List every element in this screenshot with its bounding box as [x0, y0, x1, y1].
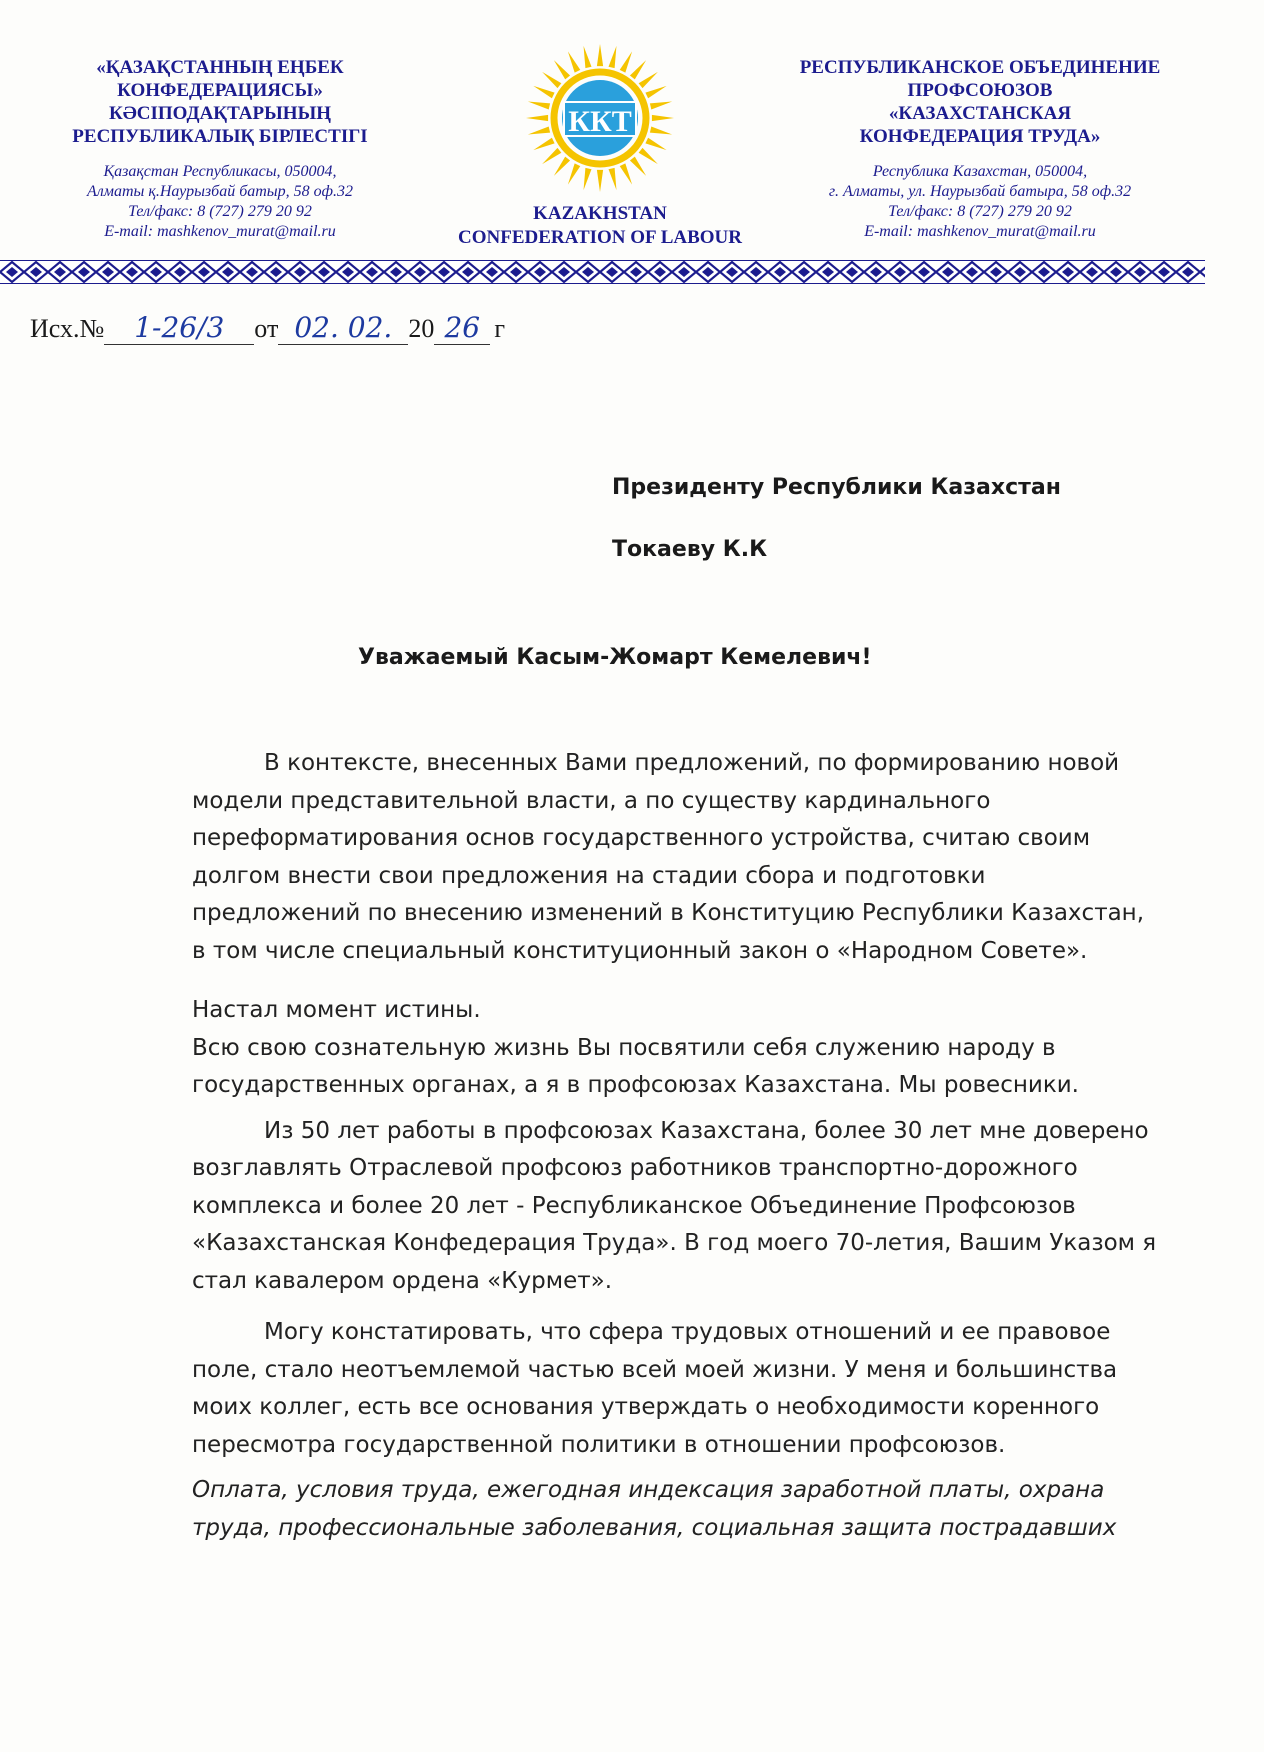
outgoing-date: 02. 02.: [278, 311, 408, 345]
sun-ray-icon: [639, 148, 658, 164]
header-right-block: [760, 56, 1200, 242]
sun-ray-icon: [645, 138, 666, 150]
outgoing-year: 26: [434, 311, 490, 345]
ktt-logo-icon: [522, 36, 678, 192]
sun-ray-icon: [554, 60, 570, 79]
sun-ray-icon: [528, 127, 550, 135]
ornament-divider: [0, 260, 1205, 284]
paragraph-2: Настал момент истины.: [192, 997, 481, 1023]
paragraph-6: Оплата, условия труда, ежегодная индексация заработной платы, охрана труда, профессиональные заболевания, социальная защита пострадавших: [192, 1477, 1117, 1541]
recipient-name: Токаеву К.К: [612, 537, 768, 562]
recipient-title: Президенту Республики Казахстан: [612, 475, 1061, 500]
paragraph-5: Могу констатировать, что сфера трудовых отношений и ее правовое поле, стало неотъемлемой частью всей моей жизни. У меня и большинства моих коллег, есть все основания утверждать о необходимости коренного пересмотра государственной политики в отношении профсоюзов.: [192, 1319, 1118, 1458]
sun-ray-icon: [554, 157, 570, 176]
paragraph-1: В контексте, внесенных Вами предложений, по формированию новой модели представительной власти, а по существу кардинального переформатирования основ государственного устройства, считаю своим долгом внести свои предложения на стадии сбора и подготовки предложений по внесению изменений в Конституцию Республики Казахстан, в том числе специальный конституционный закон о «Народном Совете».: [192, 750, 1145, 964]
sun-ray-icon: [652, 115, 674, 121]
header-left-block: [20, 56, 420, 242]
sun-ray-icon: [528, 102, 550, 110]
outgoing-number-line: Исх.№ 1-26/3 от 02. 02. 20 26 г: [30, 311, 505, 344]
sun-ray-icon: [609, 168, 617, 190]
confederation-name-english: KAZAKHSTAN CONFEDERATION OF LABOUR: [458, 203, 742, 248]
outgoing-number: 1-26/3: [104, 311, 254, 345]
letter-body: [192, 745, 1172, 1547]
logo-text: ККТ: [568, 105, 632, 138]
salutation: Уважаемый Касым-Жомарт Кемелевич!: [358, 645, 872, 670]
sun-ray-icon: [533, 86, 554, 98]
paragraph-3: Всю свою сознательную жизнь Вы посвятили себя служению народу в государственных органах, а я в профсоюзах Казахстана. Мы ровесники.: [192, 1034, 1079, 1098]
sun-ray-icon: [584, 46, 592, 68]
sun-ray-icon: [630, 60, 646, 79]
sun-ray-icon: [645, 86, 666, 98]
sun-ray-icon: [620, 163, 632, 184]
sun-ray-icon: [533, 138, 554, 150]
org-name-kazakh: «ҚАЗАҚСТАННЫҢ ЕҢБЕК КОНФЕДЕРАЦИЯСЫ» КӘСІПОДАҚТАРЫНЫҢ РЕСПУБЛИКАЛЫҚ БІРЛЕСТІГІ: [72, 57, 368, 147]
sun-ray-icon: [568, 163, 580, 184]
paragraph-4: Из 50 лет работы в профсоюзах Казахстана, более 30 лет мне доверено возглавлять Отраслевой профсоюз работников транспортно-дорожного комплекса и более 20 лет - Республиканское Объединение Профсоюзов «Казахстанская Конфедерация Труда». В год моего 70-летия, Вашим Указом я стал кавалером ордена «Курмет».: [192, 1117, 1157, 1294]
sun-ray-icon: [609, 46, 617, 68]
sun-ray-icon: [639, 72, 658, 88]
sun-ray-icon: [568, 51, 580, 72]
email-russian: E-mail: mashkenov_murat@mail.ru: [864, 223, 1096, 240]
org-name-russian: РЕСПУБЛИКАНСКОЕ ОБЪЕДИНЕНИЕ ПРОФСОЮЗОВ «КАЗАХСТАНСКАЯ КОНФЕДЕРАЦИЯ ТРУДА»: [799, 57, 1161, 147]
sun-ray-icon: [597, 44, 603, 66]
sun-ray-icon: [650, 127, 672, 135]
sun-ray-icon: [584, 168, 592, 190]
sun-ray-icon: [597, 170, 603, 192]
address-russian: Республика Казахстан, 050004, г. Алматы, ул. Наурызбай батыра, 58 оф.32 Тел/факс: 8 (727) 279 20 92 E-mail: mashkenov_murat@mail.ru: [760, 162, 1200, 242]
email-kazakh: E-mail: mashkenov_murat@mail.ru: [104, 223, 336, 240]
address-kazakh: Қазақстан Республикасы, 050004, Алматы қ.Наурызбай батыр, 58 оф.32 Тел/факс: 8 (727) 279 20 92 E-mail: mashkenov_murat@mail.ru: [20, 162, 420, 242]
sun-ray-icon: [542, 72, 561, 88]
sun-ray-icon: [620, 51, 632, 72]
sun-ray-icon: [630, 157, 646, 176]
sun-ray-icon: [650, 102, 672, 110]
sun-ray-icon: [542, 148, 561, 164]
sun-ray-icon: [526, 115, 548, 121]
